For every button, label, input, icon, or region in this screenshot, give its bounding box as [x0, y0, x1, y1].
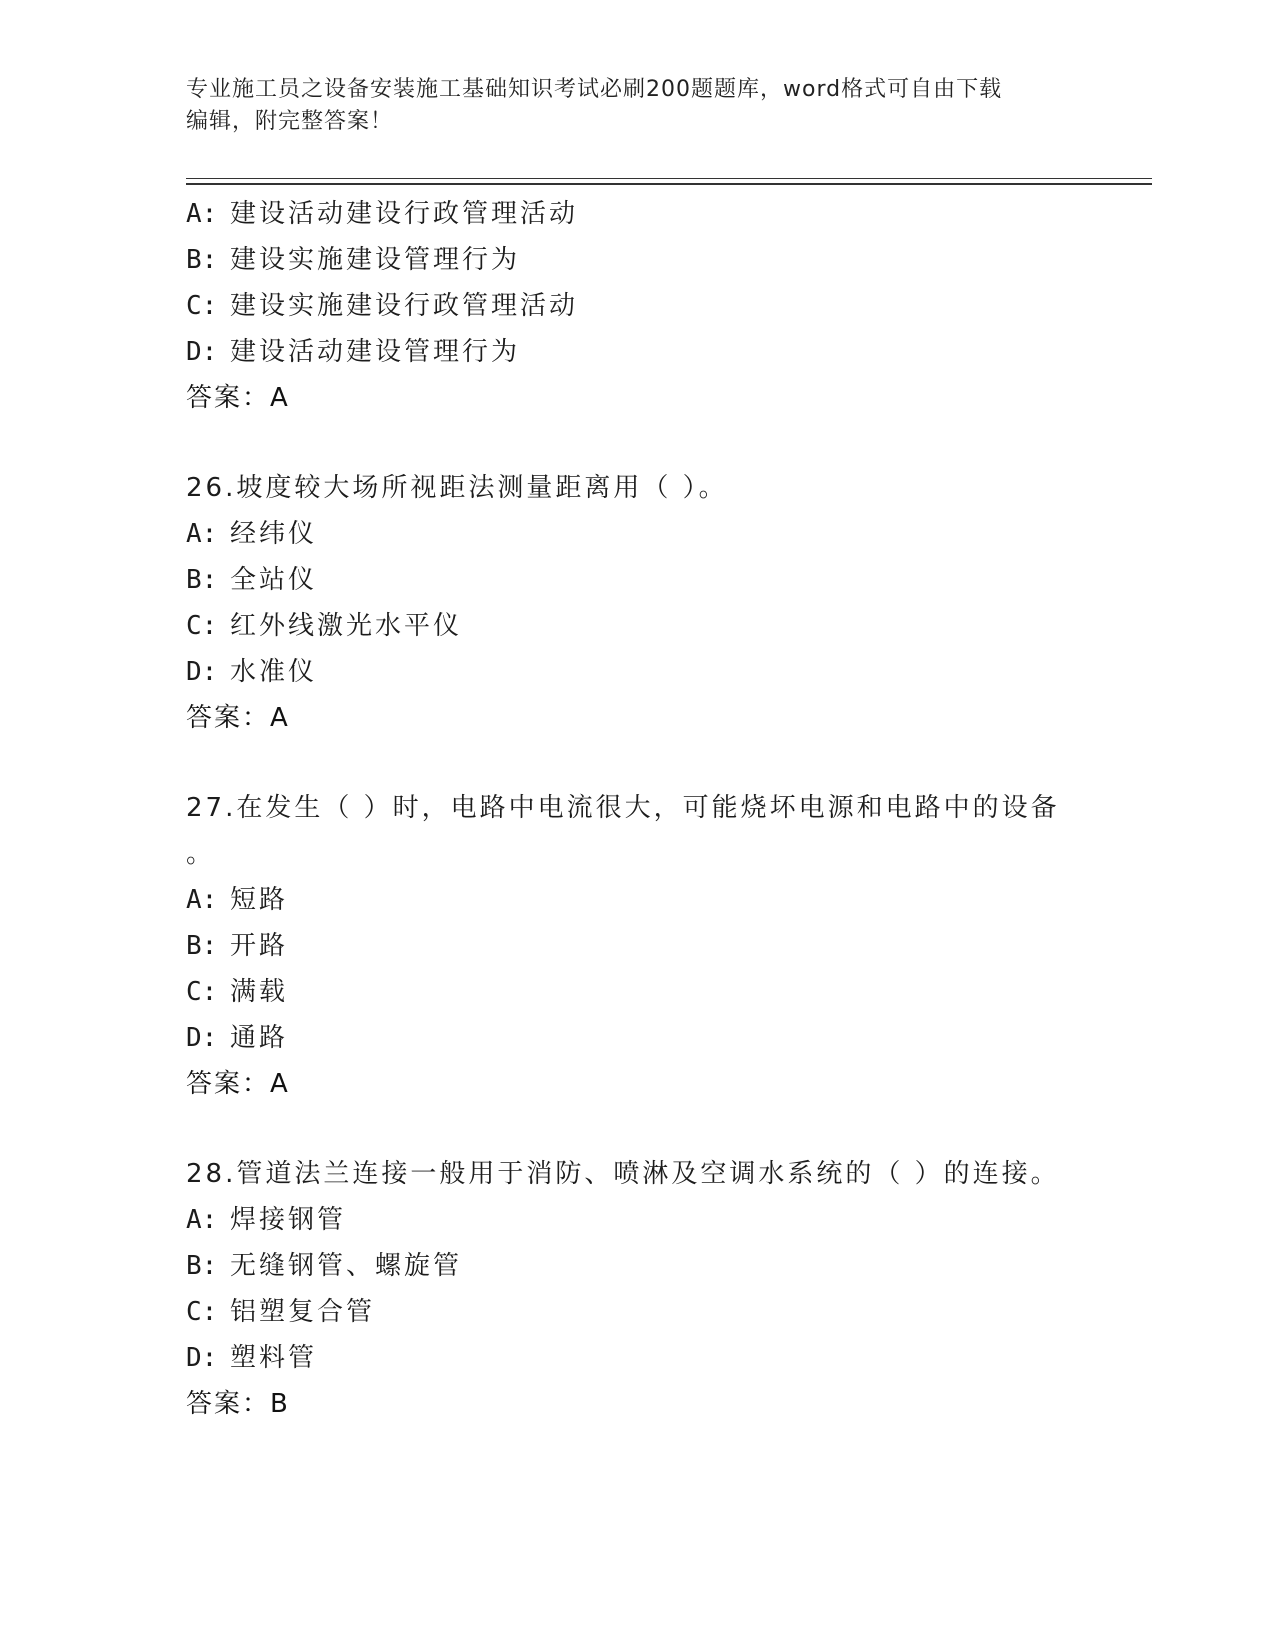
option-row — [186, 1289, 1152, 1335]
question-text: 26.坡度较大场所视距法测量距离用（ ）。 — [186, 473, 728, 503]
option-row — [186, 877, 1152, 923]
answer-row — [186, 375, 1152, 421]
option-key: C: — [186, 611, 218, 641]
question-block-28 — [186, 1151, 1152, 1427]
question-text: 27.在发生（ ）时，电路中电流很大，可能烧坏电源和电路中的设备 — [186, 793, 1060, 823]
option-row — [186, 969, 1152, 1015]
header-divider-thin — [186, 178, 1152, 179]
option-text: 无缝钢管、螺旋管 — [230, 1251, 463, 1281]
option-key: D: — [186, 1343, 218, 1373]
option-row — [186, 1335, 1152, 1381]
document-header — [186, 74, 1086, 138]
option-key: B: — [186, 565, 218, 595]
option-key: B: — [186, 1251, 218, 1281]
option-text: 建设活动建设管理行为 — [230, 337, 521, 367]
answer-row — [186, 695, 1152, 741]
answer-label: 答案： — [186, 383, 271, 413]
spacer — [186, 741, 1152, 785]
option-key: D: — [186, 337, 218, 367]
option-text: 经纬仪 — [230, 519, 318, 549]
option-key: B: — [186, 931, 218, 961]
option-row — [186, 283, 1152, 329]
option-row — [186, 923, 1152, 969]
option-text: 满载 — [230, 977, 289, 1007]
option-text: 塑料管 — [230, 1343, 318, 1373]
question-block-27 — [186, 785, 1152, 1107]
header-divider-thick — [186, 183, 1152, 185]
answer-value: A — [270, 1069, 288, 1099]
option-key: D: — [186, 1023, 218, 1053]
question-text: 28.管道法兰连接一般用于消防、喷淋及空调水系统的（ ）的连接。 — [186, 1159, 1060, 1189]
option-key: A: — [186, 199, 218, 229]
option-text: 建设实施建设行政管理活动 — [230, 291, 579, 321]
option-key: C: — [186, 291, 218, 321]
option-text: 红外线激光水平仪 — [230, 611, 463, 641]
answer-value: A — [270, 703, 288, 733]
option-row — [186, 1015, 1152, 1061]
option-text: 短路 — [230, 885, 289, 915]
spacer — [186, 1107, 1152, 1151]
option-row — [186, 191, 1152, 237]
answer-label: 答案： — [186, 1069, 271, 1099]
answer-label: 答案： — [186, 703, 271, 733]
option-row — [186, 329, 1152, 375]
option-row — [186, 511, 1152, 557]
header-line-2: 编辑，附完整答案！ — [186, 109, 394, 134]
option-text: 焊接钢管 — [230, 1205, 347, 1235]
option-key: A: — [186, 885, 218, 915]
option-text: 水准仪 — [230, 657, 318, 687]
option-text: 通路 — [230, 1023, 289, 1053]
option-row — [186, 649, 1152, 695]
option-text: 铝塑复合管 — [230, 1297, 376, 1327]
option-key: A: — [186, 1205, 218, 1235]
answer-row — [186, 1381, 1152, 1427]
spacer — [186, 421, 1152, 465]
option-row — [186, 603, 1152, 649]
option-row — [186, 1243, 1152, 1289]
question-text-continued: 。 — [186, 839, 216, 869]
question-list — [186, 191, 1152, 1427]
option-key: A: — [186, 519, 218, 549]
answer-row — [186, 1061, 1152, 1107]
question-block-26 — [186, 465, 1152, 741]
answer-value: A — [270, 383, 288, 413]
header-line-1: 专业施工员之设备安装施工基础知识考试必刷200题题库，word格式可自由下载 — [186, 77, 1003, 102]
option-text: 开路 — [230, 931, 289, 961]
question-block-continued — [186, 191, 1152, 421]
option-key: D: — [186, 657, 218, 687]
option-row — [186, 1197, 1152, 1243]
option-key: B: — [186, 245, 218, 275]
option-text: 建设活动建设行政管理活动 — [230, 199, 579, 229]
option-text: 全站仪 — [230, 565, 318, 595]
option-text: 建设实施建设管理行为 — [230, 245, 521, 275]
option-key: C: — [186, 977, 218, 1007]
answer-label: 答案： — [186, 1389, 271, 1419]
option-key: C: — [186, 1297, 218, 1327]
option-row — [186, 237, 1152, 283]
option-row — [186, 557, 1152, 603]
answer-value: B — [270, 1389, 288, 1419]
